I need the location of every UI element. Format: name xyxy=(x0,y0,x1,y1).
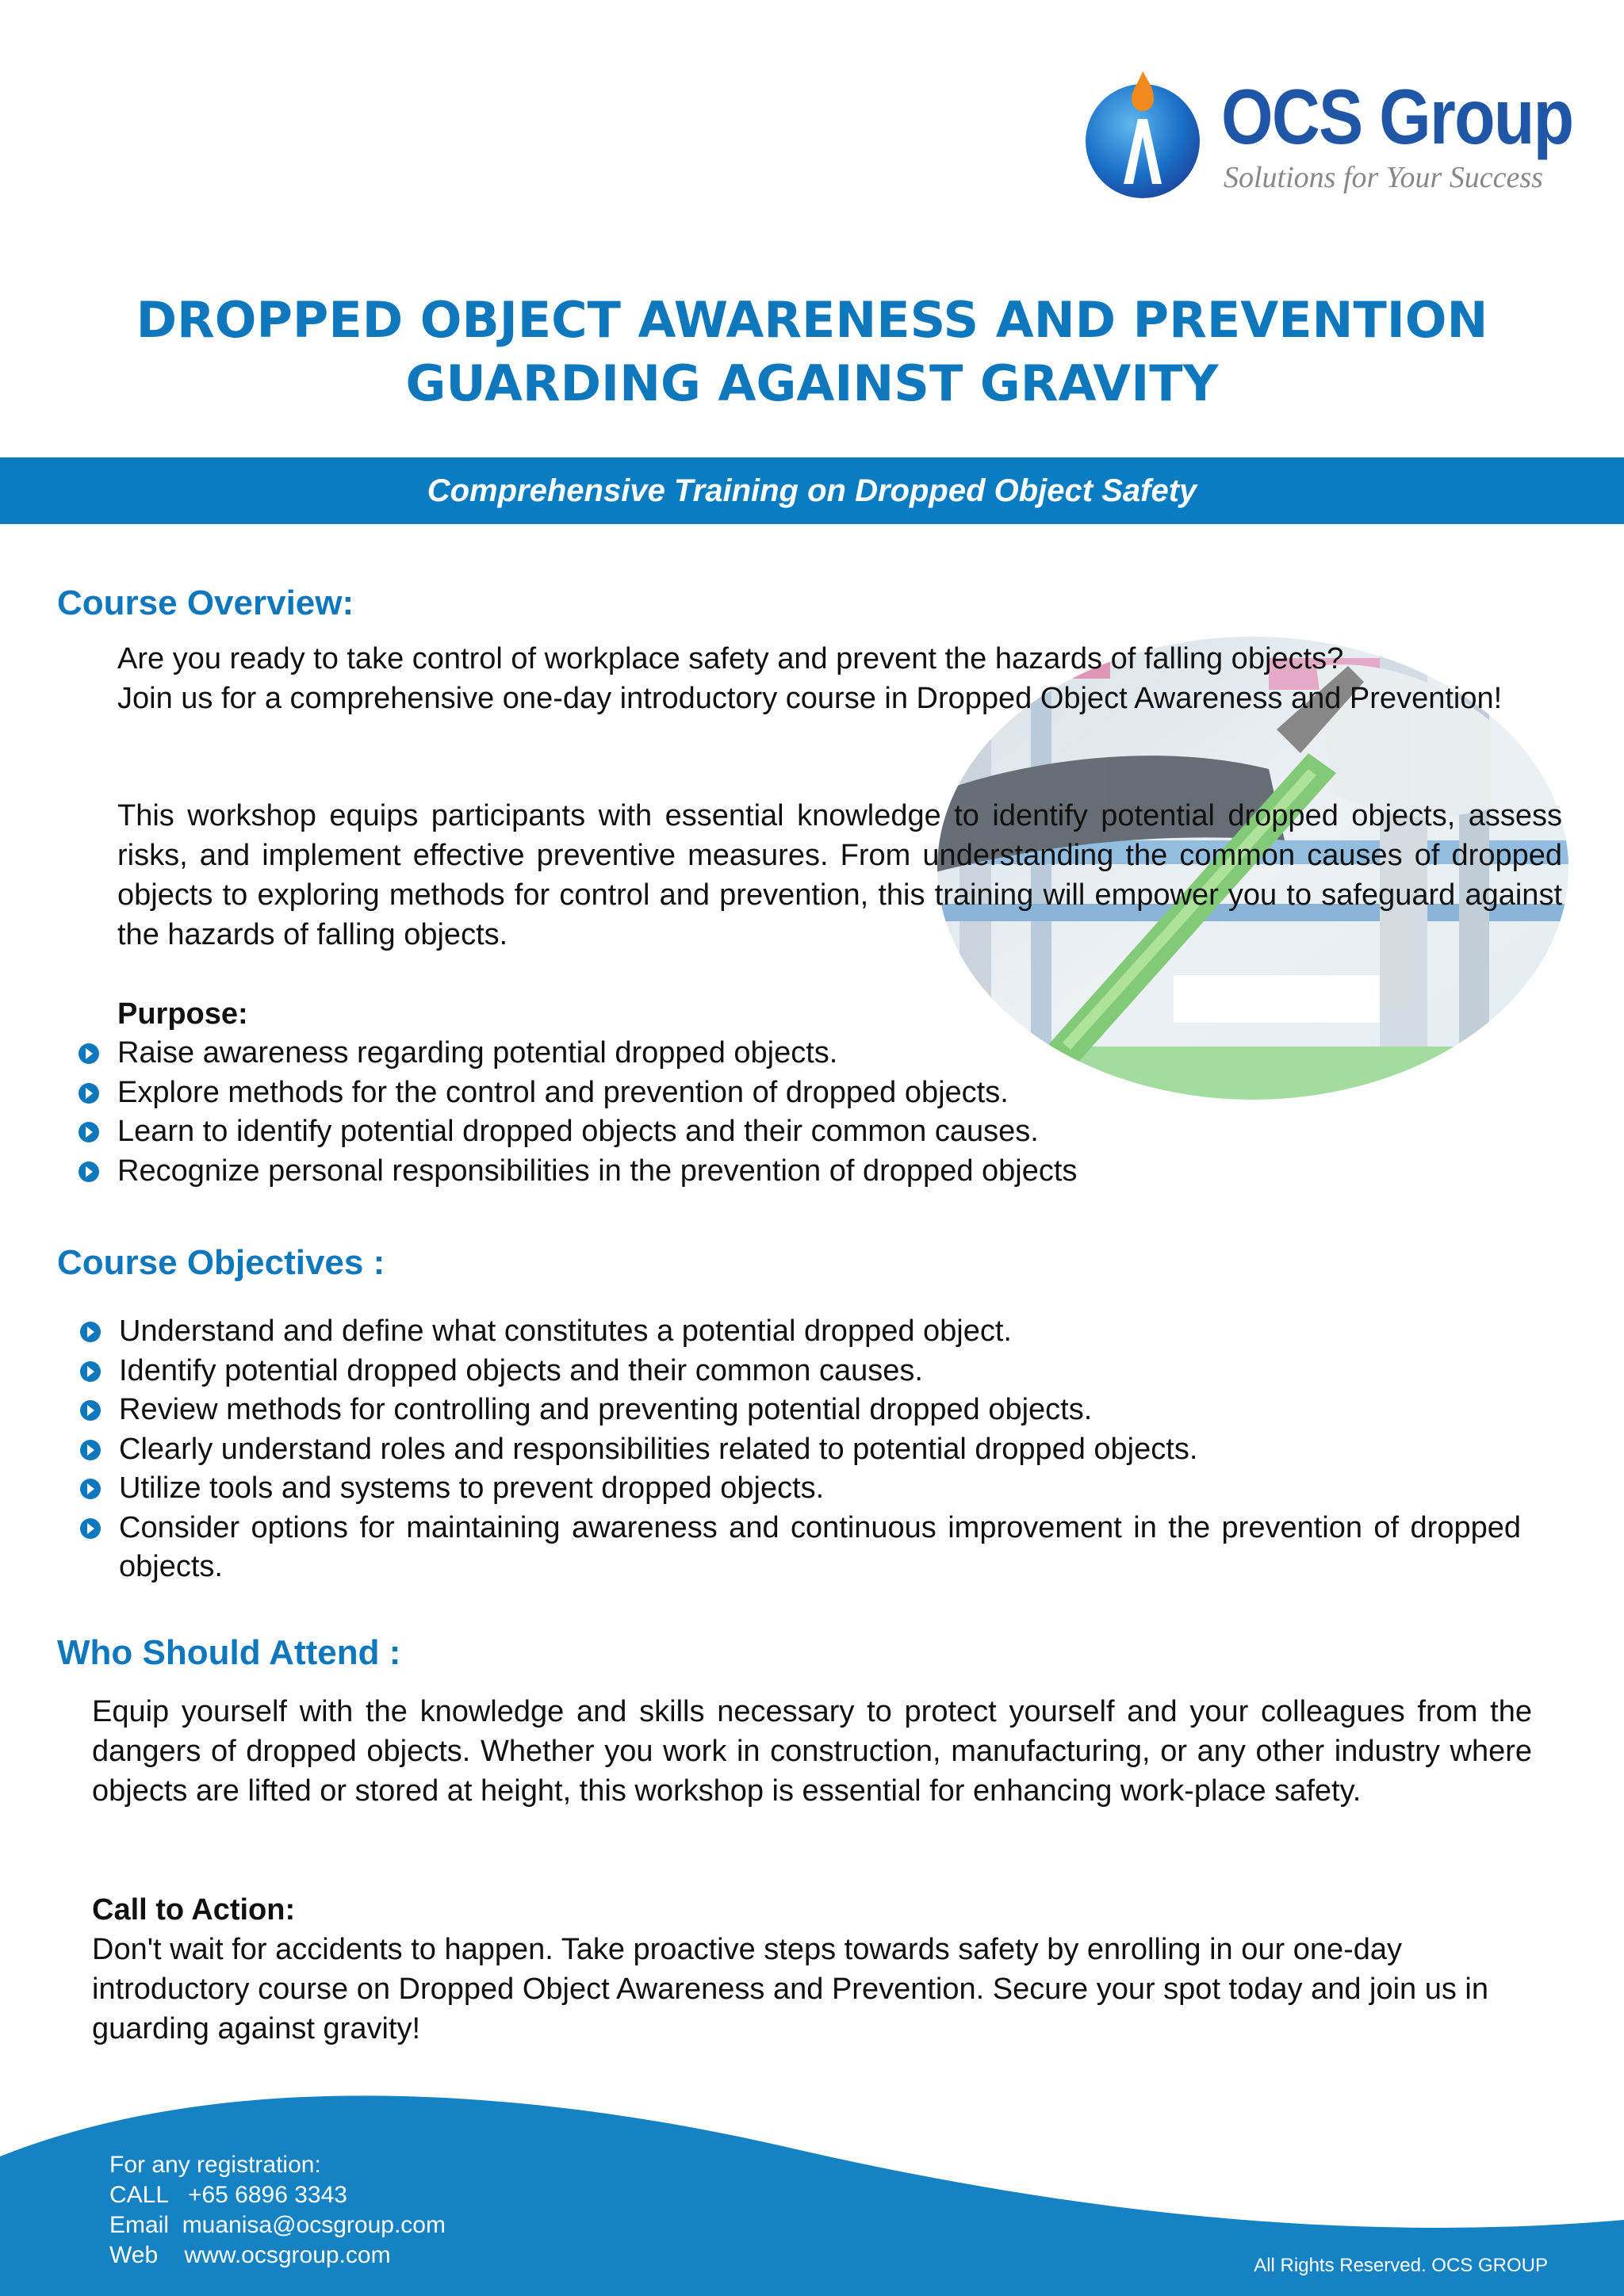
chevron-circle-icon xyxy=(79,1321,102,1343)
chevron-circle-icon xyxy=(78,1121,100,1143)
title-line-2: GUARDING AGAINST GRAVITY xyxy=(405,354,1219,412)
purpose-label: Purpose: xyxy=(117,997,248,1031)
list-item: Consider options for maintaining awareness and continuous improvement in the prevention of dropped objects. xyxy=(119,1509,1521,1587)
cta-text: Don't wait for accidents to happen. Take proactive steps towards safety by enrolling in our one-day introductory course on Dropped Object Awareness and Prevention. Secure your spot today and join us in guarding against gravity! xyxy=(92,1933,1489,2045)
chevron-circle-icon xyxy=(79,1399,102,1422)
chevron-circle-icon xyxy=(79,1478,102,1500)
list-item: Clearly understand roles and responsibilities related to potential dropped objects. xyxy=(119,1430,1521,1470)
attend-text: Equip yourself with the knowledge and skills necessary to protect yourself and your colleagues from the dangers of dropped objects. Whether you work in construction, manufacturing, or any other industry where objects are lifted or stored at height, this workshop is essential for enhancing work-place safety. xyxy=(92,1695,1532,1808)
company-name: OCS Group xyxy=(1221,73,1573,160)
objectives-list xyxy=(119,1312,1521,1587)
chevron-circle-icon xyxy=(79,1517,102,1540)
objectives-heading: Course Objectives : xyxy=(57,1243,385,1282)
web-row: Web www.ocsgroup.com xyxy=(109,2242,391,2268)
overview-workshop-text: This workshop equips participants with essential knowledge to identify potential dropped objects, assess risks, and implement effective preventive measures. From understanding the common causes of dropped objects to exploring methods for control and prevention, this training will empower you to safeguard against the hazards of falling objects. xyxy=(117,799,1562,951)
page-title xyxy=(0,289,1624,415)
list-item: Review methods for controlling and preventing potential dropped objects. xyxy=(119,1391,1521,1430)
email-row: Email muanisa@ocsgroup.com xyxy=(109,2212,446,2238)
list-item: Understand and define what constitutes a potential dropped object. xyxy=(119,1312,1521,1352)
chevron-circle-icon xyxy=(78,1043,100,1065)
chevron-circle-icon xyxy=(78,1082,100,1104)
attend-heading: Who Should Attend : xyxy=(57,1633,401,1672)
cta-label: Call to Action: xyxy=(92,1893,296,1927)
subtitle: Comprehensive Training on Dropped Object Safety xyxy=(427,473,1197,508)
list-item: Recognize personal responsibilities in the prevention of dropped objects xyxy=(117,1152,1465,1192)
overview-intro-rest: Join us for a comprehensive one-day introductory course in Dropped Object Awareness and Prevention! xyxy=(117,682,1503,715)
footer-contact xyxy=(109,2150,446,2271)
list-item: Raise awareness regarding potential dropped objects. xyxy=(117,1034,1465,1073)
overview-heading: Course Overview: xyxy=(57,584,354,622)
chevron-circle-icon xyxy=(79,1439,102,1461)
chevron-circle-icon xyxy=(78,1161,100,1183)
copyright-text: All Rights Reserved. OCS GROUP xyxy=(1254,2255,1548,2276)
company-tagline: Solutions for Your Success xyxy=(1224,161,1543,194)
list-item: Learn to identify potential dropped objects and their common causes. xyxy=(117,1112,1465,1152)
title-line-1: DROPPED OBJECT AWARENESS AND PREVENTION xyxy=(136,291,1488,349)
chevron-circle-icon xyxy=(79,1360,102,1383)
ocs-logo-icon xyxy=(1082,65,1203,198)
phone-row: CALL +65 6896 3343 xyxy=(109,2182,347,2208)
list-item: Identify potential dropped objects and their common causes. xyxy=(119,1352,1521,1391)
subtitle-band xyxy=(0,457,1624,524)
overview-intro xyxy=(117,639,1562,718)
phone-number[interactable]: +65 6896 3343 xyxy=(187,2182,347,2208)
list-item: Utilize tools and systems to prevent dropped objects. xyxy=(119,1469,1521,1509)
email-link[interactable]: muanisa@ocsgroup.com xyxy=(182,2212,446,2238)
purpose-list xyxy=(117,1034,1465,1191)
web-link[interactable]: www.ocsgroup.com xyxy=(184,2242,391,2268)
list-item: Explore methods for the control and prevention of dropped objects. xyxy=(117,1073,1465,1113)
overview-intro-line: Are you ready to take control of workplace safety and prevent the hazards of falling objects? xyxy=(117,642,1344,675)
registration-label: For any registration: xyxy=(109,2152,321,2178)
